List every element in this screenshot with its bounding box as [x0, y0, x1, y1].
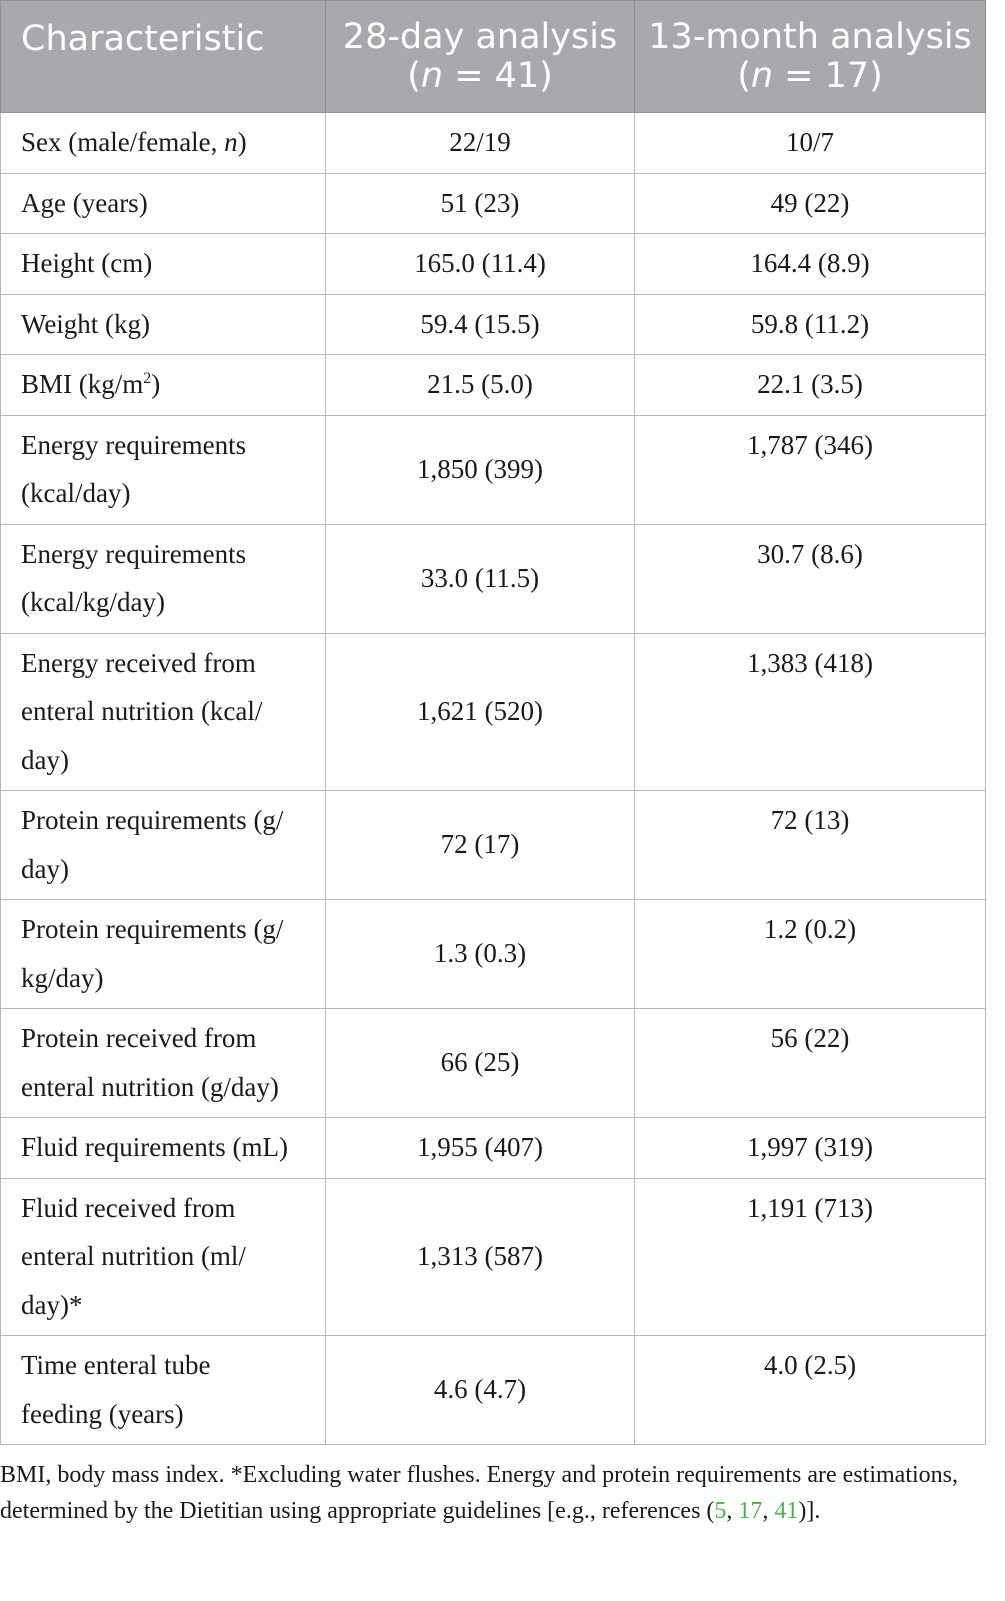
table-row-protein-g-kg-day — [1, 900, 986, 1009]
row-label-end: ) — [151, 369, 161, 399]
value-13-month: 4.0 (2.5) — [635, 1336, 986, 1445]
row-label-line1: Fluid received from — [21, 1192, 236, 1223]
value-28-day: 1,955 (407) — [326, 1118, 635, 1179]
header-13-month-n: (n = 17) — [737, 55, 883, 96]
reference-link[interactable]: 5 — [714, 1497, 727, 1524]
value-28-day: 165.0 (11.4) — [326, 234, 635, 295]
row-label-line1: Protein requirements (g/ — [21, 914, 284, 944]
table-row-fluid-received — [1, 1178, 986, 1336]
footnote-end: )]. — [798, 1497, 821, 1524]
table-row-protein-received — [1, 1009, 986, 1118]
row-label-italic: n — [224, 127, 238, 157]
value-13-month: 22.1 (3.5) — [635, 355, 986, 416]
value-13-month: 1,787 (346) — [635, 415, 986, 524]
table-row-protein-g-day — [1, 791, 986, 900]
table-row-sex — [1, 113, 986, 174]
table-footnote — [0, 1458, 985, 1529]
row-label-line2: (kcal/kg/day) — [21, 587, 165, 617]
row-label-text: BMI (kg/m — [21, 369, 144, 399]
row-label — [1, 791, 326, 900]
value-28-day: 1,313 (587) — [326, 1178, 635, 1336]
row-label-line1: Energy received from — [21, 647, 256, 678]
row-label-superscript: 2 — [143, 370, 152, 387]
header-28-day-n-value: = 41) — [443, 55, 553, 96]
value-13-month: 1,383 (418) — [635, 633, 986, 791]
row-label — [1, 1336, 326, 1445]
table-row-fluid-requirements — [1, 1118, 986, 1179]
footnote-separator: , — [762, 1497, 775, 1524]
header-row — [1, 1, 986, 113]
value-28-day: 1,621 (520) — [326, 633, 635, 791]
table-row-energy-received — [1, 633, 986, 791]
reference-link[interactable]: 17 — [738, 1497, 763, 1524]
header-13-month — [635, 1, 986, 113]
row-label-line2: kg/day) — [21, 962, 104, 993]
reference-link[interactable]: 41 — [774, 1497, 799, 1524]
value-13-month: 56 (22) — [635, 1009, 986, 1118]
table-row-height — [1, 234, 986, 295]
value-28-day: 1,850 (399) — [326, 415, 635, 524]
row-label-line3: day)* — [21, 1289, 83, 1320]
header-characteristic: Characteristic — [1, 1, 326, 113]
value-28-day: 1.3 (0.3) — [326, 900, 635, 1009]
row-label: Age (years) — [1, 173, 326, 234]
value-13-month: 1,997 (319) — [635, 1118, 986, 1179]
value-28-day: 51 (23) — [326, 173, 635, 234]
value-28-day: 21.5 (5.0) — [326, 355, 635, 416]
header-28-day-n-symbol: n — [420, 55, 444, 96]
table-row-energy-kcal-day — [1, 415, 986, 524]
table-row-energy-kcal-kg-day — [1, 524, 986, 633]
value-28-day: 72 (17) — [326, 791, 635, 900]
row-label-line2: feeding (years) — [21, 1398, 184, 1429]
row-label — [1, 1009, 326, 1118]
row-label-line1: Protein requirements (g/ — [21, 805, 284, 835]
row-label — [1, 355, 326, 416]
row-label-line2: enteral nutrition (kcal/ — [21, 696, 263, 726]
row-label-end: ) — [237, 127, 247, 157]
row-label-line1: Time enteral tube — [21, 1350, 211, 1380]
value-28-day: 66 (25) — [326, 1009, 635, 1118]
value-28-day: 59.4 (15.5) — [326, 294, 635, 355]
row-label-text: Sex (male/female, — [21, 127, 225, 157]
row-label: Weight (kg) — [1, 294, 326, 355]
header-13-month-n-symbol: n — [750, 55, 774, 96]
row-label — [1, 415, 326, 524]
value-28-day: 33.0 (11.5) — [326, 524, 635, 633]
row-label-line1: Energy requirements — [21, 429, 247, 460]
table-row-tube-feeding-time — [1, 1336, 986, 1445]
value-28-day: 22/19 — [326, 113, 635, 174]
row-label-line3: day) — [21, 744, 69, 775]
value-13-month: 1,191 (713) — [635, 1178, 986, 1336]
table-row-weight — [1, 294, 986, 355]
value-13-month: 49 (22) — [635, 173, 986, 234]
table-row-age — [1, 173, 986, 234]
value-13-month: 72 (13) — [635, 791, 986, 900]
row-label — [1, 1178, 326, 1336]
row-label: Fluid requirements (mL) — [1, 1118, 326, 1179]
value-13-month: 59.8 (11.2) — [635, 294, 986, 355]
header-13-month-title: 13-month analysis — [648, 16, 972, 57]
row-label-line2: (kcal/day) — [21, 478, 131, 508]
value-13-month: 10/7 — [635, 113, 986, 174]
header-13-month-n-value: = 17) — [773, 55, 883, 96]
value-13-month: 30.7 (8.6) — [635, 524, 986, 633]
value-28-day: 4.6 (4.7) — [326, 1336, 635, 1445]
value-13-month: 164.4 (8.9) — [635, 234, 986, 295]
row-label-line2: day) — [21, 853, 69, 884]
row-label-line2: enteral nutrition (ml/ — [21, 1241, 246, 1271]
footnote-separator: , — [726, 1497, 739, 1524]
value-13-month: 1.2 (0.2) — [635, 900, 986, 1009]
footnote-text: BMI, body mass index. *Excluding water flushes. Energy and protein requirements are estimations, determined by the Dietitian using appropriate guidelines [e.g., references ( — [0, 1462, 959, 1524]
row-label: Height (cm) — [1, 234, 326, 295]
header-28-day-title: 28-day analysis — [342, 16, 618, 57]
row-label — [1, 113, 326, 174]
row-label-line1: Protein received from — [21, 1023, 257, 1053]
row-label — [1, 633, 326, 791]
row-label-line2: enteral nutrition (g/day) — [21, 1071, 279, 1102]
table-row-bmi — [1, 355, 986, 416]
row-label — [1, 524, 326, 633]
row-label — [1, 900, 326, 1009]
row-label-line1: Energy requirements — [21, 538, 247, 569]
header-28-day-n: (n = 41) — [407, 55, 553, 96]
header-28-day — [326, 1, 635, 113]
